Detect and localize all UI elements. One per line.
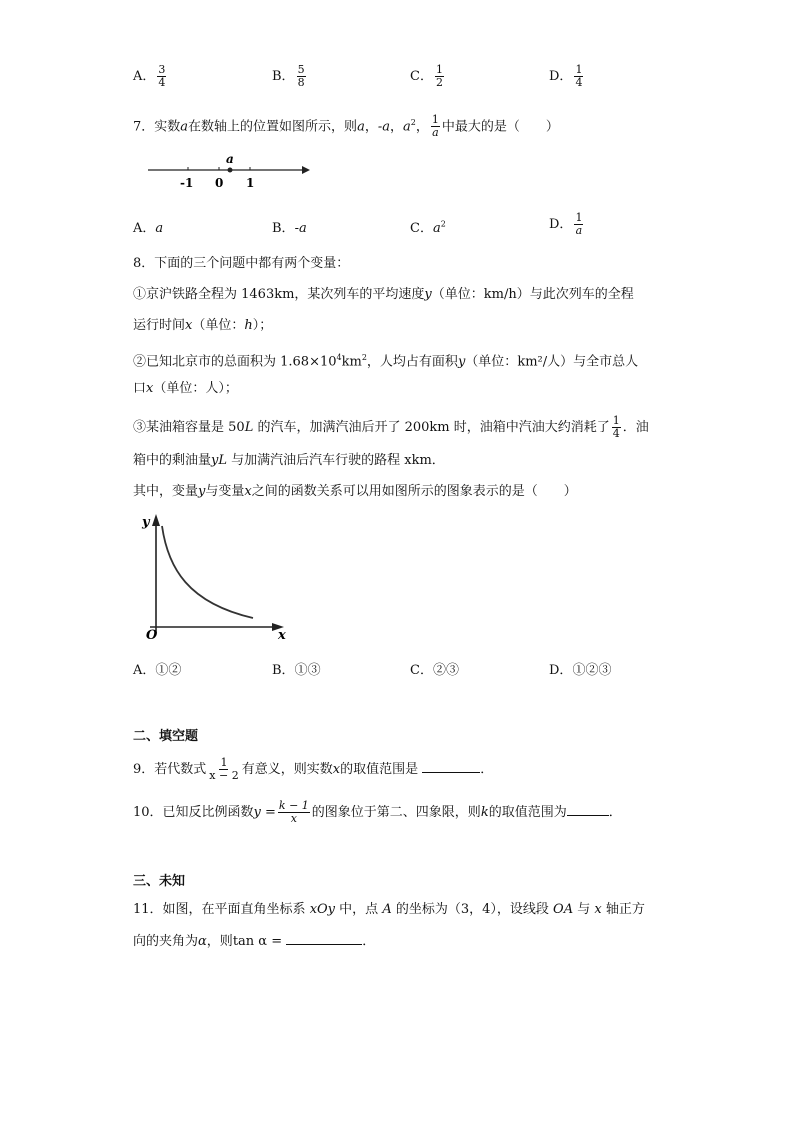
fraction: $\frac{3}{4}$ (158, 63, 166, 89)
q8-option-b: B．①③ (272, 663, 321, 678)
fraction: $\frac{1}{4}$ (575, 63, 583, 89)
q6-option-d: D． $\frac{1}{4}$ (549, 63, 583, 89)
fraction: $\frac{1}{a}$ (575, 211, 583, 237)
q8-question: 其中，变量y与变量x之间的函数关系可以用如图所示的图象表示的是（ ） (133, 484, 577, 499)
graph-x-label: x (278, 628, 286, 643)
q7-option-a: A．a (133, 221, 164, 236)
label-0: 0 (215, 176, 224, 190)
q8-item1-line2: 运行时间x（单位：h）； (133, 318, 273, 333)
q10-answer-blank[interactable] (567, 815, 609, 816)
q7-option-c: C．$a^2$ (410, 219, 446, 236)
hyperbola-curve (162, 526, 253, 618)
graph-y-label: y (142, 515, 150, 530)
q8-intro: 8．下面的三个问题中都有两个变量： (133, 256, 350, 271)
q7-option-b: B．-a (272, 221, 307, 236)
label-a: a (226, 152, 234, 166)
arrow-up-icon (152, 514, 160, 526)
fraction: $\frac{k - 1}{x}$ (278, 799, 309, 825)
fraction: $\frac{1}{a}$ (431, 113, 439, 140)
q11-answer-blank[interactable] (286, 944, 362, 945)
q6-option-b: B． $\frac{5}{8}$ (272, 63, 305, 89)
q6-option-c: C． $\frac{1}{2}$ (410, 63, 443, 89)
graph-origin-label: O (146, 628, 158, 643)
q8-item2-line1: ②已知北京市的总面积为 $1.68\times 10^4km^2$，人均占有面积y（单位：km²/人）与全市总人 (133, 353, 639, 370)
q8-item3-line1: ③某油箱容量是 50L 的汽车，加满汽油后开了 200km 时，油箱中汽油大约消耗了 $\frac{1}{4}$ ．油 (133, 414, 649, 440)
fraction: $\frac{1}{4}$ (612, 414, 620, 440)
q7-stem: 7．实数a在数轴上的位置如图所示，则a，-a，$a^2$， $\frac{1}{a}$ 中最大的是（ ） (133, 113, 559, 140)
arrow-right-icon (302, 166, 310, 174)
q6-option-a: A． $\frac{3}{4}$ (133, 63, 166, 89)
fraction: $\frac{1}{2}$ (435, 63, 443, 89)
number-line-figure (140, 150, 320, 195)
fraction: $\frac{1}{x - 2}$ (209, 756, 239, 782)
q8-option-d: D．①②③ (549, 663, 612, 678)
label-1: 1 (246, 176, 255, 190)
fraction: $\frac{5}{8}$ (297, 63, 305, 89)
q8-item2-line2: 口x（单位：人）； (133, 381, 238, 396)
q7-option-d: D． $\frac{1}{a}$ (549, 211, 583, 237)
q8-option-c: C．②③ (410, 663, 459, 678)
point-a-marker (228, 168, 233, 173)
q8-option-a: A．①② (133, 663, 182, 678)
q8-item3-line2: 箱中的剩油量yL 与加满汽油后汽车行驶的路程 xkm． (133, 453, 445, 468)
q9-answer-blank[interactable] (422, 772, 480, 773)
section-heading-unknown: 三、未知 (133, 874, 186, 889)
q11-line2: 向的夹角为α，则tan α = ． (133, 934, 376, 949)
section-heading-fill-in: 二、填空题 (133, 729, 199, 744)
label-neg1: -1 (180, 176, 194, 190)
q11-line1: 11．如图，在平面直角坐标系 xOy 中，点 A 的坐标为（3，4），设线段 OA 与 x 轴正方 (133, 902, 645, 917)
q8-graph-figure (138, 508, 298, 643)
q8-item1-line1: ①京沪铁路全程为 1463km，某次列车的平均速度y（单位：km/h）与此次列车的全程 (133, 287, 634, 302)
q10-stem: 10．已知反比例函数y = $\frac{k - 1}{x}$ 的图象位于第二、四象限，则k的取值范围为 ． (133, 799, 622, 825)
q9-stem: 9．若代数式 $\frac{1}{x - 2}$ 有意义，则实数x的取值范围是 ． (133, 756, 494, 782)
